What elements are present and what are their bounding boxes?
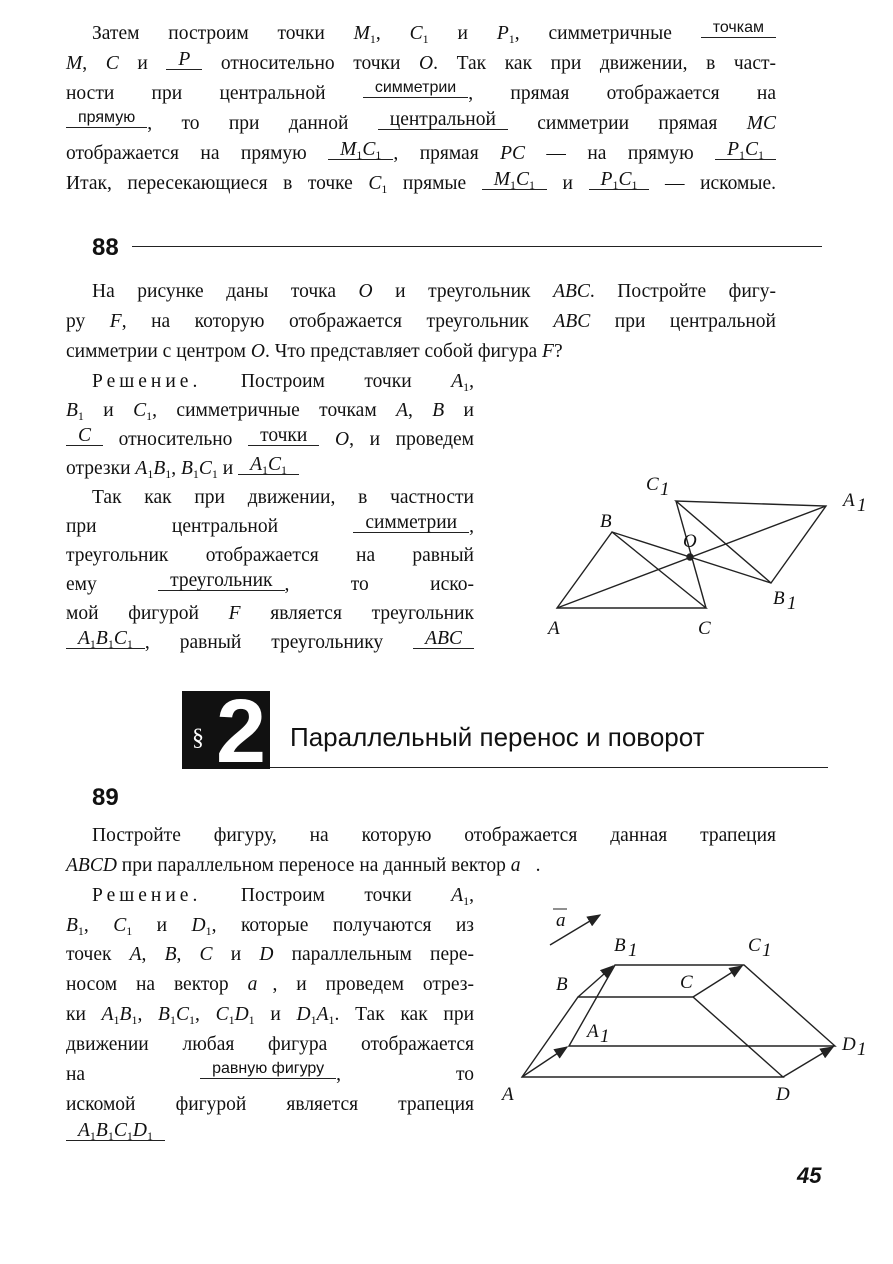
text: ,: [407, 400, 433, 421]
filled-blank: симметрии: [363, 79, 468, 98]
text: относительно точки: [202, 53, 420, 74]
symbol: M: [353, 23, 370, 44]
symbol: A: [78, 628, 90, 649]
label-a1: A: [843, 490, 855, 511]
text: , которые получаются из: [211, 915, 475, 936]
text-line: [92, 884, 474, 908]
section-symbol: §: [192, 725, 204, 751]
filled-blank: симметрии: [353, 514, 469, 533]
subscript: 1: [205, 924, 212, 938]
math-symbol: [96, 1120, 114, 1141]
text: искомой фигурой является трапеция: [66, 1094, 474, 1115]
label-d1: D: [842, 1034, 856, 1055]
text: ,: [171, 458, 181, 479]
subscript: 1: [281, 463, 288, 477]
label-sub: 1: [787, 593, 797, 614]
label-a: A: [548, 618, 560, 639]
text-line: [66, 1003, 474, 1027]
solution-label: Решение.: [92, 885, 202, 906]
text-line: [66, 973, 474, 997]
subscript: 1: [188, 1013, 195, 1027]
math-symbol: [113, 915, 132, 936]
text: Построим точки: [201, 885, 452, 906]
divider: [270, 767, 828, 768]
text: ,: [82, 53, 106, 74]
text: при центральной: [590, 311, 776, 332]
math-symbol: [120, 1004, 138, 1025]
text: на: [66, 1064, 201, 1085]
subscript: 1: [126, 637, 133, 651]
subscript: 1: [328, 1013, 335, 1027]
text: отрезки: [66, 458, 136, 479]
filled-blank: центральной: [378, 111, 508, 130]
subscript: 1: [89, 1129, 96, 1143]
symbol: ABC: [425, 628, 462, 649]
text: , прямая отображается на: [468, 83, 776, 104]
text: . Так как при движении, в част-: [433, 53, 776, 74]
subscript: 1: [146, 1129, 153, 1143]
symbol: C: [268, 454, 282, 475]
subscript: 1: [147, 467, 154, 481]
math-symbol: [158, 1004, 176, 1025]
label-sub: 1: [600, 1026, 610, 1047]
translation-figure: [522, 915, 835, 1077]
text: — на прямую: [525, 143, 716, 164]
subscript: 1: [211, 467, 218, 481]
text: , то при данной: [147, 113, 378, 134]
text: и: [254, 1004, 297, 1025]
text: . Что представляет собой фигура: [264, 341, 543, 362]
text-line: [66, 854, 776, 878]
text: и: [83, 400, 134, 421]
label-d: D: [776, 1084, 790, 1105]
symbol: P: [727, 139, 739, 160]
symbol: D: [234, 1004, 249, 1025]
text: точек: [66, 944, 130, 965]
symbol: MC: [746, 113, 776, 134]
filled-blank: равную фигуру: [200, 1060, 336, 1079]
symbol: M: [66, 53, 83, 74]
filled-blank: треугольник: [158, 572, 284, 591]
text-line: [66, 1033, 474, 1057]
text: и: [212, 944, 260, 965]
symbol: B: [432, 400, 445, 421]
text: , прямая: [393, 143, 501, 164]
text-line: [66, 1120, 474, 1147]
symbol: a⃗: [247, 974, 273, 995]
section-title: Параллельный перенос и поворот: [290, 722, 705, 752]
symbol: P: [178, 49, 191, 70]
subscript: 1: [131, 1013, 138, 1027]
central-symmetry-figure: [557, 501, 826, 608]
text: ру: [66, 311, 110, 332]
label-b1: B: [614, 935, 626, 956]
math-symbol: [66, 915, 84, 936]
symbol: B: [119, 1004, 132, 1025]
math-symbol: [451, 885, 469, 906]
symbol: C: [368, 173, 382, 194]
task-number-89: 89: [92, 784, 119, 811]
symbol: C: [105, 53, 119, 74]
subscript: 1: [463, 894, 470, 908]
subscript: 1: [126, 1129, 133, 1143]
math-symbol: [511, 855, 536, 876]
symbol: B: [164, 944, 177, 965]
math-symbol: [192, 915, 212, 936]
symbol: A: [396, 400, 408, 421]
symbol: C: [78, 425, 92, 446]
subscript: 1: [126, 924, 133, 938]
symbol: B: [158, 1004, 170, 1025]
text: симметрии с центром: [66, 341, 251, 362]
subscript: 1: [508, 32, 515, 46]
math-symbol: [130, 944, 142, 965]
text: треугольник отображается на равный: [66, 545, 474, 566]
arrow-bb1: [578, 966, 613, 997]
symbol: O: [419, 53, 434, 74]
subscript: 1: [248, 1013, 255, 1027]
symbol: D: [191, 915, 206, 936]
symbol: C: [362, 139, 376, 160]
label-c1: C: [748, 935, 761, 956]
subscript: 1: [228, 1013, 235, 1027]
label-vector-a: a: [556, 910, 566, 931]
label-sub: 1: [857, 495, 867, 516]
text: при параллельном переносе на данный вектор: [116, 855, 511, 876]
text: и треугольник: [372, 281, 554, 302]
text: , симметричные: [514, 23, 701, 44]
section-badge: [182, 682, 270, 782]
math-symbol: [78, 1120, 96, 1141]
text-line: [92, 824, 776, 848]
symbol: C: [175, 1004, 189, 1025]
math-symbol: [133, 1120, 153, 1141]
text: движении любая фигура отображается: [66, 1034, 474, 1055]
text: ки: [66, 1004, 102, 1025]
symbol: O: [250, 341, 265, 362]
text: и: [547, 173, 589, 194]
triangle-a1b1c1: [676, 501, 826, 583]
text: ,: [176, 944, 200, 965]
subscript: 1: [146, 409, 153, 423]
text: ,: [137, 1004, 159, 1025]
symbol: B: [180, 458, 193, 479]
text: .: [535, 855, 541, 876]
symbol: C: [515, 169, 529, 190]
symbol: A: [129, 944, 142, 965]
text: . Постройте фигу-: [589, 281, 776, 302]
subscript: 1: [113, 1013, 120, 1027]
subscript: 1: [77, 409, 84, 423]
text: относительно: [103, 429, 249, 450]
text: , то иско-: [284, 574, 474, 595]
symbol: O: [358, 281, 373, 302]
subscript: 1: [262, 463, 269, 477]
filled-blank: [66, 1122, 165, 1141]
subscript: 1: [463, 380, 470, 394]
text: носом на вектор: [66, 974, 248, 995]
symbol: D: [296, 1004, 311, 1025]
math-symbol: [259, 944, 273, 965]
symbol: A: [101, 1004, 114, 1025]
text: и: [217, 458, 239, 479]
symbol: C: [618, 169, 632, 190]
filled-blank: прямую: [66, 109, 147, 128]
subscript: 1: [192, 467, 199, 481]
label-a1: A: [587, 1021, 599, 1042]
text: , и проведем отрез-: [272, 974, 474, 995]
symbol: ABC: [553, 311, 591, 332]
label-c1: C: [646, 474, 659, 495]
symbol: ABCD: [66, 855, 117, 876]
text: Построим точки: [201, 371, 452, 392]
symbol: a⃗: [510, 855, 536, 876]
text: ему: [66, 574, 159, 595]
symbol: M: [340, 139, 357, 160]
subscript: 1: [422, 32, 429, 46]
label-sub: 1: [660, 479, 670, 500]
symbol: A: [451, 371, 464, 392]
label-a: A: [502, 1084, 514, 1105]
symbol: B: [153, 458, 166, 479]
text: , и проведем: [349, 429, 475, 450]
label-b: B: [600, 511, 612, 532]
subscript: 1: [509, 178, 516, 192]
text: , равный треугольнику: [144, 632, 414, 653]
text: симметрии прямая: [507, 113, 747, 134]
subscript: 1: [169, 1013, 176, 1027]
text: и: [118, 53, 167, 74]
math-symbol: [114, 1120, 133, 1141]
subscript: 1: [369, 32, 376, 46]
text: является треугольник: [240, 603, 475, 624]
arrow-cc1: [693, 966, 742, 997]
math-symbol: [165, 944, 177, 965]
symbol: B: [66, 400, 78, 421]
label-sub: 1: [762, 940, 772, 961]
subscript: 1: [612, 178, 619, 192]
math-symbol: [297, 1004, 317, 1025]
text: и: [444, 400, 474, 421]
text: и: [132, 915, 192, 936]
symbol: O: [334, 429, 350, 450]
symbol: ABC: [553, 281, 590, 302]
subscript: 1: [738, 148, 745, 162]
symbol: A: [135, 458, 148, 479]
math-symbol: [102, 1004, 120, 1025]
text: ,: [469, 371, 474, 392]
page-number: 45: [797, 1163, 822, 1188]
label-sub: 1: [857, 1039, 867, 1060]
symbol: P: [600, 169, 613, 190]
text: ,: [469, 885, 474, 906]
text: при центральной: [66, 516, 354, 537]
filled-blank: точкам: [701, 19, 776, 38]
symbol: B: [95, 628, 108, 649]
symbol: A: [78, 1120, 90, 1141]
symbol: C: [215, 1004, 229, 1025]
label-b: B: [556, 974, 568, 995]
symbol: C: [744, 139, 758, 160]
label-o: O: [683, 531, 697, 552]
text-line: [66, 1060, 475, 1087]
text: ,: [194, 1004, 216, 1025]
symbol: B: [95, 1120, 108, 1141]
symbol: C: [199, 944, 213, 965]
text: ,: [83, 915, 114, 936]
text-line: [66, 1093, 474, 1117]
text: ,: [469, 516, 474, 537]
symbol: C: [409, 23, 423, 44]
point-o: [687, 554, 693, 560]
symbol: C: [133, 400, 147, 421]
subscript: 1: [77, 924, 84, 938]
subscript: 1: [758, 148, 764, 162]
text: отображается на прямую: [66, 143, 329, 164]
subscript: 1: [381, 182, 388, 196]
text: . Так как при: [334, 1004, 474, 1025]
symbol: A: [250, 454, 263, 475]
symbol: F: [228, 603, 241, 624]
text: Затем построим точки: [92, 23, 354, 44]
subscript: 1: [631, 178, 638, 192]
symbol: C: [198, 458, 212, 479]
math-symbol: [248, 974, 273, 995]
arrow-aa1: [522, 1047, 567, 1077]
label-c: C: [698, 618, 711, 639]
symbol: D: [259, 944, 274, 965]
text-line: [66, 914, 474, 938]
symbol: C: [113, 915, 127, 936]
symbol: PC: [500, 143, 526, 164]
text: На рисунке даны точка: [92, 281, 359, 302]
symbol: F: [109, 311, 122, 332]
text-line: [66, 943, 474, 967]
symbol: C: [113, 628, 127, 649]
arrow-dd1: [783, 1047, 833, 1077]
solution-label: Решение.: [92, 371, 202, 392]
subscript: 1: [375, 148, 382, 162]
text: ?: [553, 341, 563, 362]
subscript: 1: [310, 1013, 317, 1027]
math-symbol: [176, 1004, 195, 1025]
math-symbol: [235, 1004, 255, 1025]
text: параллельным пере-: [273, 944, 475, 965]
text: , то: [336, 1064, 475, 1085]
symbol: B: [66, 915, 78, 936]
symbol: P: [496, 23, 509, 44]
trapezoid-abcd: [522, 997, 783, 1077]
subscript: 1: [107, 1129, 114, 1143]
math-symbol: [66, 855, 117, 876]
section-number: 2: [216, 682, 267, 782]
label-sub: 1: [628, 940, 638, 961]
text: — искомые.: [649, 173, 776, 194]
text: ,: [141, 944, 165, 965]
text: , на которую отображается треугольник: [121, 311, 554, 332]
text: и: [428, 23, 497, 44]
symbol: A: [451, 885, 464, 906]
label-c: C: [680, 972, 693, 993]
text: ности при центральной: [66, 83, 363, 104]
label-b1: B: [773, 588, 785, 609]
task-number-88: 88: [92, 234, 119, 261]
math-symbol: [317, 1004, 335, 1025]
math-symbol: [216, 1004, 235, 1025]
text: Итак, пересекающиеся в точке: [66, 173, 369, 194]
subscript: 1: [89, 637, 96, 651]
math-symbol: [200, 944, 213, 965]
text: ,: [375, 23, 410, 44]
subscript: 1: [356, 148, 363, 162]
text: Постройте фигуру, на которую отображается данная трапеция: [92, 825, 776, 846]
symbol: D: [132, 1120, 147, 1141]
symbol: A: [316, 1004, 329, 1025]
subscript: 1: [529, 178, 535, 192]
symbol: M: [493, 169, 510, 190]
subscript: 1: [165, 467, 172, 481]
text: прямые: [387, 173, 482, 194]
text: Так как при движении, в частности: [92, 487, 474, 508]
text: , симметричные точкам: [152, 400, 397, 421]
subscript: 1: [107, 637, 114, 651]
filled-blank: точки: [248, 427, 319, 446]
symbol: C: [113, 1120, 127, 1141]
symbol: F: [542, 341, 554, 362]
text: мой фигурой: [66, 603, 229, 624]
